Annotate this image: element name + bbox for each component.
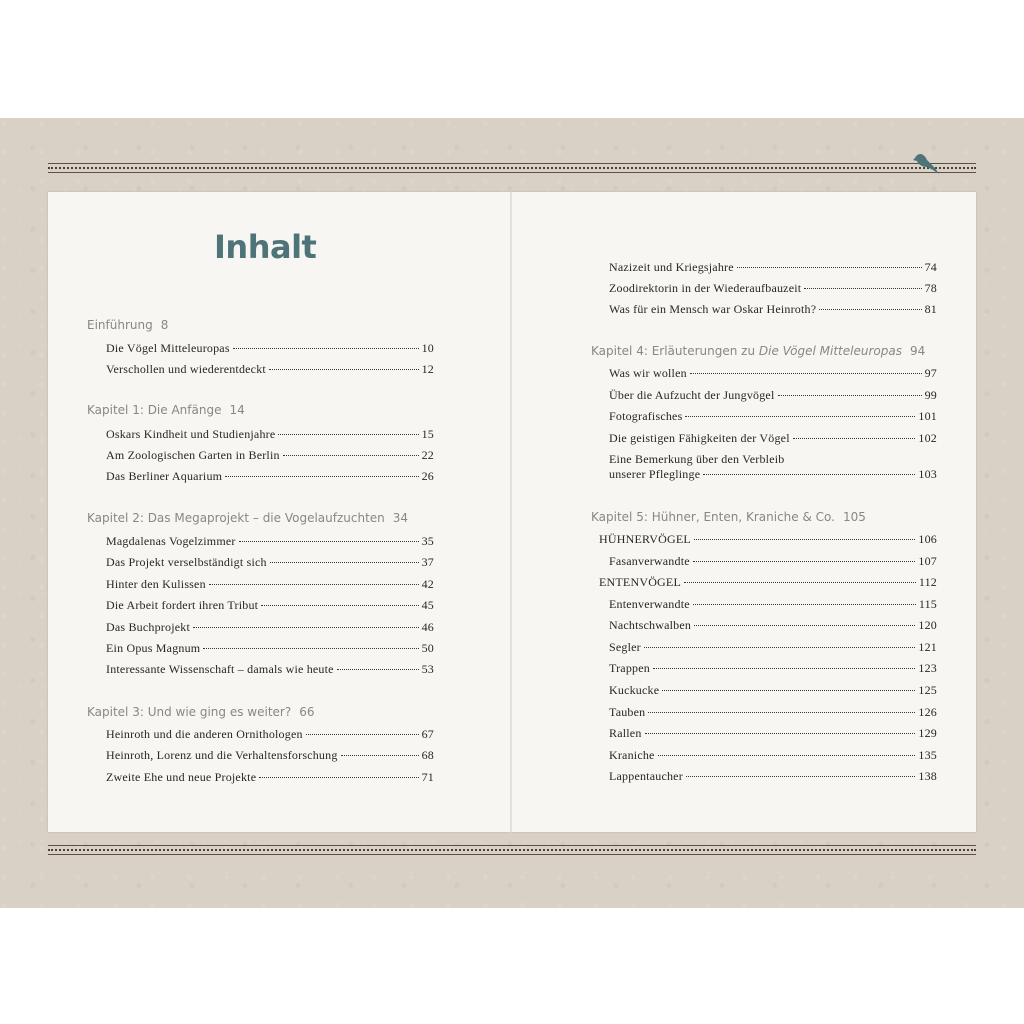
- toc-entry[interactable]: Die Arbeit fordert ihren Tribut 45: [106, 598, 434, 612]
- toc-entry[interactable]: Oskars Kindheit und Studienjahre 15: [106, 427, 434, 441]
- toc-entry[interactable]: Nachtschwalben 120: [609, 618, 937, 632]
- toc-entry[interactable]: Verschollen und wiederentdeckt 12: [106, 362, 434, 376]
- page-title: Inhalt: [214, 228, 317, 266]
- bottom-ornament-rule: [48, 845, 976, 855]
- toc-entry[interactable]: Trappen 123: [609, 661, 937, 675]
- chapter-heading[interactable]: Kapitel 5: Hühner, Enten, Kraniche & Co. 105: [591, 510, 866, 524]
- top-ornament-rule: [48, 163, 976, 173]
- toc-entry[interactable]: ENTENVÖGEL 112: [599, 575, 937, 589]
- toc-entry[interactable]: Segler 121: [609, 640, 937, 654]
- toc-entry[interactable]: Was für ein Mensch war Oskar Heinroth? 81: [609, 302, 937, 316]
- toc-entry[interactable]: Das Projekt verselbständigt sich 37: [106, 555, 434, 569]
- toc-entry[interactable]: Eine Bemerkung über den Verbleib unserer Pfleglinge 103: [609, 452, 937, 481]
- chapter-heading[interactable]: Einführung 8: [87, 318, 169, 332]
- chapter-heading[interactable]: Kapitel 1: Die Anfänge 14: [87, 403, 245, 417]
- toc-entry[interactable]: Was wir wollen 97: [609, 366, 937, 380]
- toc-entry[interactable]: Das Berliner Aquarium 26: [106, 469, 434, 483]
- toc-entry[interactable]: Heinroth, Lorenz und die Verhaltensforschung 68: [106, 748, 434, 762]
- toc-entry[interactable]: Heinroth und die anderen Ornithologen 67: [106, 727, 434, 741]
- chapter-heading[interactable]: Kapitel 2: Das Megaprojekt – die Vogelaufzuchten 34: [87, 511, 409, 525]
- toc-entry[interactable]: Kraniche 135: [609, 748, 937, 762]
- toc-entry[interactable]: Nazizeit und Kriegsjahre 74: [609, 260, 937, 274]
- toc-entry[interactable]: Zweite Ehe und neue Projekte 71: [106, 770, 434, 784]
- toc-entry[interactable]: Die geistigen Fähigkeiten der Vögel 102: [609, 431, 937, 445]
- toc-entry[interactable]: Magdalenas Vogelzimmer 35: [106, 534, 434, 548]
- toc-entry[interactable]: Interessante Wissenschaft – damals wie heute 53: [106, 662, 434, 676]
- toc-entry[interactable]: Fotografisches 101: [609, 409, 937, 423]
- toc-entry[interactable]: Kuckucke 125: [609, 683, 937, 697]
- chapter-heading[interactable]: Kapitel 4: Erläuterungen zu Die Vögel Mitteleuropas 94: [591, 344, 926, 358]
- toc-entry[interactable]: Am Zoologischen Garten in Berlin 22: [106, 448, 434, 462]
- toc-entry[interactable]: Ein Opus Magnum 50: [106, 641, 434, 655]
- toc-entry[interactable]: Tauben 126: [609, 705, 937, 719]
- toc-entry[interactable]: Das Buchprojekt 46: [106, 620, 434, 634]
- toc-entry[interactable]: Lappentaucher 138: [609, 769, 937, 783]
- toc-entry[interactable]: Entenverwandte 115: [609, 597, 937, 611]
- toc-entry[interactable]: Die Vögel Mitteleuropas 10: [106, 341, 434, 355]
- chapter-heading[interactable]: Kapitel 3: Und wie ging es weiter? 66: [87, 705, 315, 719]
- bird-icon: [912, 150, 940, 176]
- toc-entry[interactable]: HÜHNERVÖGEL 106: [599, 532, 937, 546]
- toc-entry[interactable]: Zoodirektorin in der Wiederaufbauzeit 78: [609, 281, 937, 295]
- toc-entry[interactable]: Über die Aufzucht der Jungvögel 99: [609, 388, 937, 402]
- toc-entry[interactable]: Hinter den Kulissen 42: [106, 577, 434, 591]
- toc-entry[interactable]: Fasanverwandte 107: [609, 554, 937, 568]
- toc-entry[interactable]: Rallen 129: [609, 726, 937, 740]
- page-gutter: [510, 192, 512, 832]
